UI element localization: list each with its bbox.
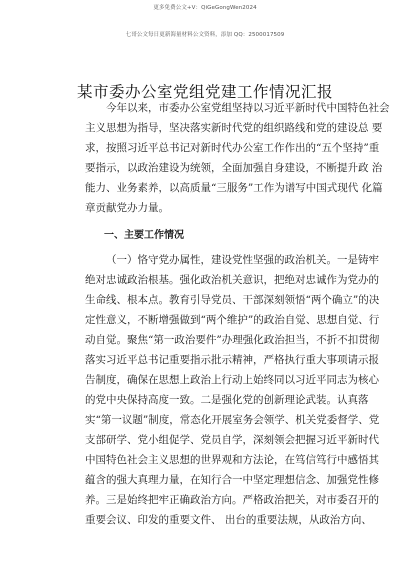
text-run: 主义思想为指导，坚决落实新时代党的组织路线和党的建设总 要 — [85, 122, 383, 134]
body-line: 落实习近平总书记重要指示批示精神，严格执行重大事项请示报 — [85, 354, 379, 366]
text-run: 求，按照习近平总书记对新时代办公室工作作出的“五个坚持”重 — [85, 142, 380, 154]
body-line: 重要会议、印发的重要文件、 出台的重要法规，从政治方向、 — [85, 514, 372, 526]
section-one — [85, 226, 347, 246]
text-run: 今年以来，市委办公室党组坚持以习近平新时代中国特色社会 — [106, 102, 390, 114]
body-line: 绝对忠诚政治根基。强化政治机关意识，把绝对忠诚作为党办的 — [85, 274, 379, 286]
body-line: 动自觉。聚焦“第一政治要件”办理强化政治担当，不折不扣贯彻 — [85, 334, 380, 346]
text-run: 章贡献党办力量。 — [85, 202, 169, 214]
text-run: 能力、业务素养，以高质量“三服务”工作为谱写中国式现代 化篇 — [85, 182, 383, 194]
text-run: 要指示，以政治建设为统领，全面加强自身建设，不断提升政 治 — [85, 162, 383, 174]
section-heading: 一、主要工作情况 — [104, 230, 184, 241]
body-line: 定性意义，不断增强做到“两个维护”的政治自觉、思想自觉、行 — [85, 314, 380, 326]
body-line: 支部研学、党小组促学、党员自学，深刻领会把握习近平新时代 — [85, 434, 379, 446]
body-line: 告制度，确保在思想上政治上行动上始终同以习近平同志为核心 — [85, 374, 379, 386]
body-line: 实“第一议题”制度，常态化开展室务会领学、机关党委督学、党 — [85, 414, 380, 426]
body-line: 的党中央保持高度一致。二是强化党的创新理论武装。认真落 — [85, 394, 369, 406]
top-watermark-note: 更多免费公文+V：QiGeGongWen2024 — [153, 5, 257, 11]
document-title: 某市委办公室党组党建工作情况汇报 — [76, 83, 333, 101]
intro-paragraph — [85, 98, 390, 218]
intro-line — [85, 98, 390, 118]
body-line: 生命线、根本点。教育引导党员、干部深刻领悟“两个确立”的决 — [85, 294, 380, 306]
body-line: 蕴含的强大真理力量，在知行合一中坚定理想信念、加强党性修 — [85, 474, 379, 486]
intro-line — [85, 138, 380, 158]
intro-line — [85, 178, 383, 198]
contact-note: 七哥公文每日更新海量材料公文资料，添加 QQ：2500017509 — [125, 32, 285, 38]
intro-line — [85, 118, 383, 138]
body-line: （一）恪守党办属性，建设党性坚强的政治机关。一是铸牢 — [106, 254, 379, 266]
section-one-paragraph — [85, 250, 380, 530]
body-line: 养。三是始终把牢正确政治方向。严格政治把关，对市委召开的 — [85, 494, 379, 506]
intro-line — [85, 158, 383, 178]
intro-line — [85, 198, 347, 218]
body-line: 中国特色社会主义思想的世界观和方法论，在笃信笃行中感悟其 — [85, 454, 379, 466]
